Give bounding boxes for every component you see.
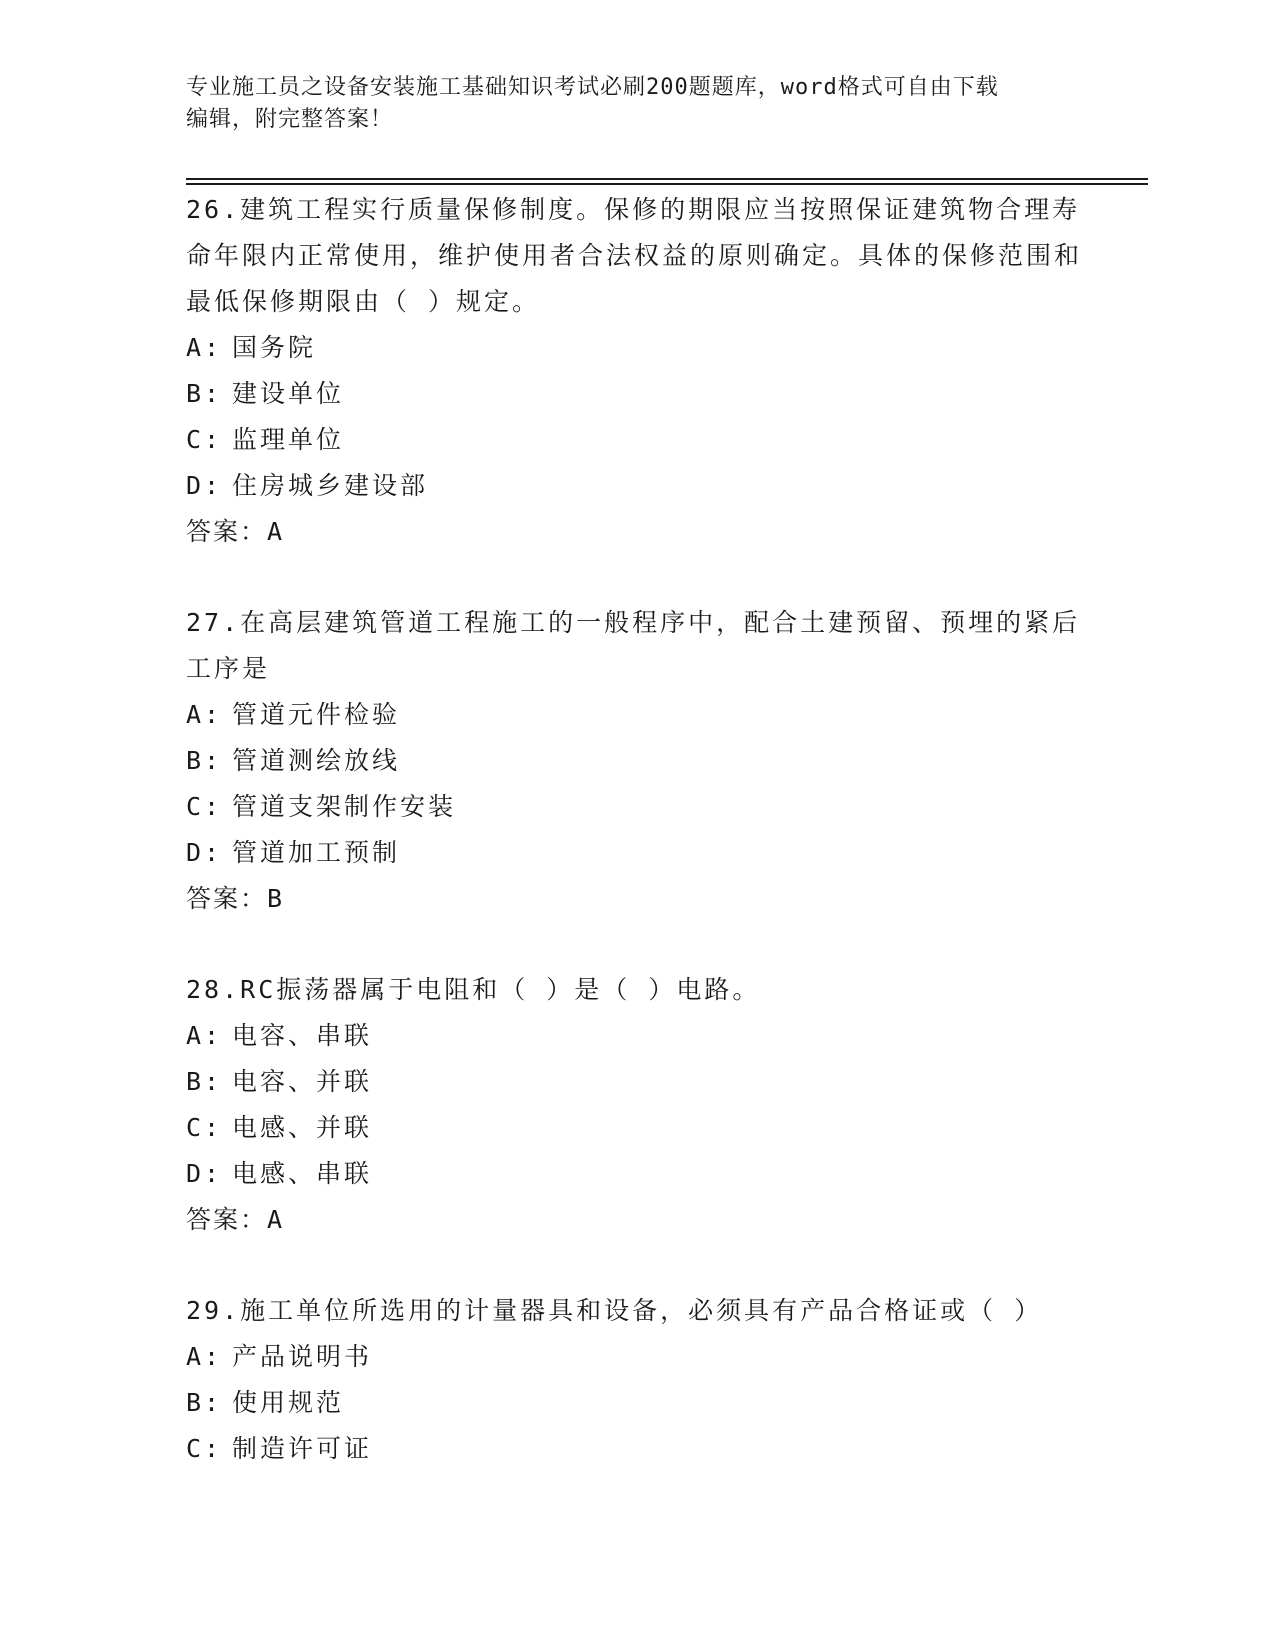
option-c [186,1426,1086,1472]
option-b [186,1059,1086,1105]
document-header [186,72,1086,136]
answer-label: 答案： [186,517,268,546]
option-text: 产品说明书 [232,1342,373,1371]
option-a [186,1013,1086,1059]
question-list [186,187,1086,1472]
option-d [186,1151,1086,1197]
header-line-2: 编辑，附完整答案！ [186,107,394,132]
answer-line [186,876,1086,922]
option-b [186,371,1086,417]
option-key: A: [186,1342,223,1371]
question-spacer [186,1243,1086,1288]
option-key: B: [186,1067,223,1096]
option-a [186,692,1086,738]
option-text: 住房城乡建设部 [232,471,429,500]
answer-label: 答案： [186,884,268,913]
option-key: B: [186,1388,223,1417]
question-stem: 28.RC振荡器属于电阻和（ ）是（ ）电路。 [186,975,761,1004]
question-stem: 26.建筑工程实行质量保修制度。保修的期限应当按照保证建筑物合理寿命年限内正常使用，维护使用者合法权益的原则确定。具体的保修范围和最低保修期限由（ ）规定。 [186,195,1083,316]
option-key: A: [186,1021,223,1050]
option-text: 监理单位 [232,425,345,454]
header-line-1: 专业施工员之设备安装施工基础知识考试必刷200题题库，word格式可自由下载 [186,75,999,100]
option-text: 电感、并联 [232,1113,373,1142]
option-a [186,1334,1086,1380]
option-key: B: [186,746,223,775]
option-key: D: [186,838,223,867]
option-text: 国务院 [232,333,317,362]
option-text: 使用规范 [232,1388,345,1417]
answer-label: 答案： [186,1205,268,1234]
option-b [186,1380,1086,1426]
question-27 [186,600,1086,922]
option-text: 管道加工预制 [232,838,401,867]
option-c [186,1105,1086,1151]
question-spacer [186,922,1086,967]
option-text: 制造许可证 [232,1434,373,1463]
option-key: C: [186,1113,223,1142]
question-29 [186,1288,1086,1472]
option-text: 电感、串联 [232,1159,373,1188]
option-c [186,784,1086,830]
question-stem: 29.施工单位所选用的计量器具和设备，必须具有产品合格证或（ ） [186,1296,1043,1325]
option-key: C: [186,1434,223,1463]
answer-value: A [267,517,285,546]
answer-value: A [267,1205,285,1234]
option-key: A: [186,333,223,362]
option-key: B: [186,379,223,408]
header-divider-top [186,178,1148,180]
option-key: C: [186,792,223,821]
option-text: 电容、并联 [232,1067,373,1096]
option-key: A: [186,700,223,729]
answer-line [186,509,1086,555]
header-divider-bottom [186,183,1148,185]
option-text: 管道测绘放线 [232,746,401,775]
option-text: 建设单位 [232,379,345,408]
option-c [186,417,1086,463]
option-key: D: [186,1159,223,1188]
option-text: 管道支架制作安装 [232,792,457,821]
question-28 [186,967,1086,1243]
answer-value: B [267,884,285,913]
option-b [186,738,1086,784]
answer-line [186,1197,1086,1243]
option-key: D: [186,471,223,500]
option-text: 电容、串联 [232,1021,373,1050]
option-d [186,463,1086,509]
question-26 [186,187,1086,555]
question-stem: 27.在高层建筑管道工程施工的一般程序中，配合土建预留、预埋的紧后工序是 [186,608,1081,683]
question-spacer [186,555,1086,600]
option-key: C: [186,425,223,454]
option-d [186,830,1086,876]
option-a [186,325,1086,371]
option-text: 管道元件检验 [232,700,401,729]
